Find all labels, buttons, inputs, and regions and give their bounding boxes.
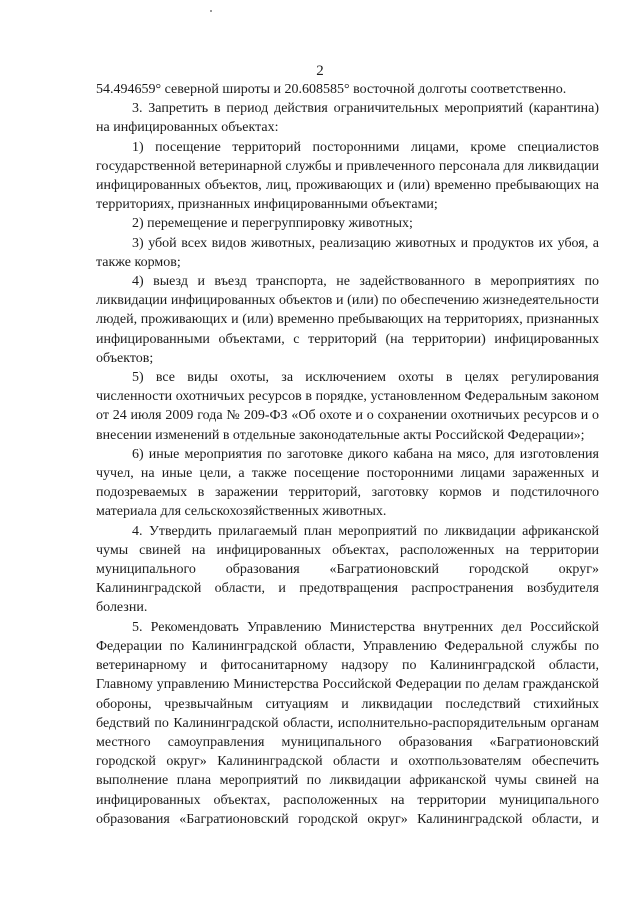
paragraph-item-5: 5. Рекомендовать Управлению Министерства внутренних дел Российской Федерации по Калининградской области, Управлению Федеральной службы по ветеринарному и фитосанитарному надзору по Калининградской области, Главному управлению Министерства Российской Федерации по делам гражданской обороны, чрезвычайным ситуациям и ликвидации последствий стихийных бедствий по Калининградской области, исполнительно-распорядительным органам местного самоуправления муниципального образования «Багратионовский городской округ» Калининградской области и охотпользователям обеспечить выполнение плана мероприятий по ликвидации африканской чумы свиней на инфицированных объектах, расположенных на территории муниципального образования «Багратионовский городской округ» Калининградской области, и bbox=[96, 619, 599, 827]
paragraph-item-3: 3. Запретить в период действия ограничительных мероприятий (карантина) на инфицированных объектах: bbox=[96, 101, 599, 136]
paragraph-coordinates: 54.494659° северной широты и 20.608585° восточной долготы соответственно. bbox=[96, 82, 567, 97]
paragraph-subitem-5: 5) все виды охоты, за исключением охоты в целях регулирования численности охотничьих ресурсов в порядке, установленном Федеральным законом от 24 июля 2009 года № 209-ФЗ «Об охоте и о сохранении охотничьих ресурсов и о внесении изменений в отдельные законодательные акты Российской Федерации»; bbox=[96, 370, 599, 443]
page-number: 2 bbox=[316, 63, 324, 79]
paragraph-subitem-2: 2) перемещение и перегруппировку животных; bbox=[132, 216, 413, 232]
paragraph-subitem-1: 1) посещение территорий посторонними лицами, кроме специалистов государственной ветеринарной службы и привлеченного персонала для ликвидации инфицированных объектов, лиц, проживающих и (или) временно пребывающих на территориях, признанных инфицированными объектами; bbox=[96, 139, 599, 213]
paragraph-subitem-4: 4) выезд и въезд транспорта, не задействованного в мероприятиях по ликвидации инфицированных объектов и (или) по обеспечению жизнедеятельности людей, проживающих и (или) временно пребывающих на территориях, признанных инфицированными объектами, с территорий (на территории) инфицированных объектов; bbox=[96, 274, 599, 366]
paragraph-item-4: 4. Утвердить прилагаемый план мероприятий по ликвидации африканской чумы свиней на инфицированных объектах, расположенных на территории муниципального образования «Багратионовский городской округ» Калининградской области, и предотвращения распространения возбудителя болезни. bbox=[96, 523, 599, 616]
paragraph-subitem-6: 6) иные мероприятия по заготовке дикого кабана на мясо, для изготовления чучел, на иные цели, а также посещение посторонними лицами зараженных и подозреваемых в заражении территорий, заготовку кормов и подстилочного материала для сельскохозяйственных животных. bbox=[96, 446, 599, 520]
scan-speck bbox=[210, 10, 212, 12]
paragraph-subitem-3: 3) убой всех видов животных, реализацию животных и продуктов их убоя, а также кормов; bbox=[96, 235, 599, 270]
document-body bbox=[96, 80, 599, 829]
